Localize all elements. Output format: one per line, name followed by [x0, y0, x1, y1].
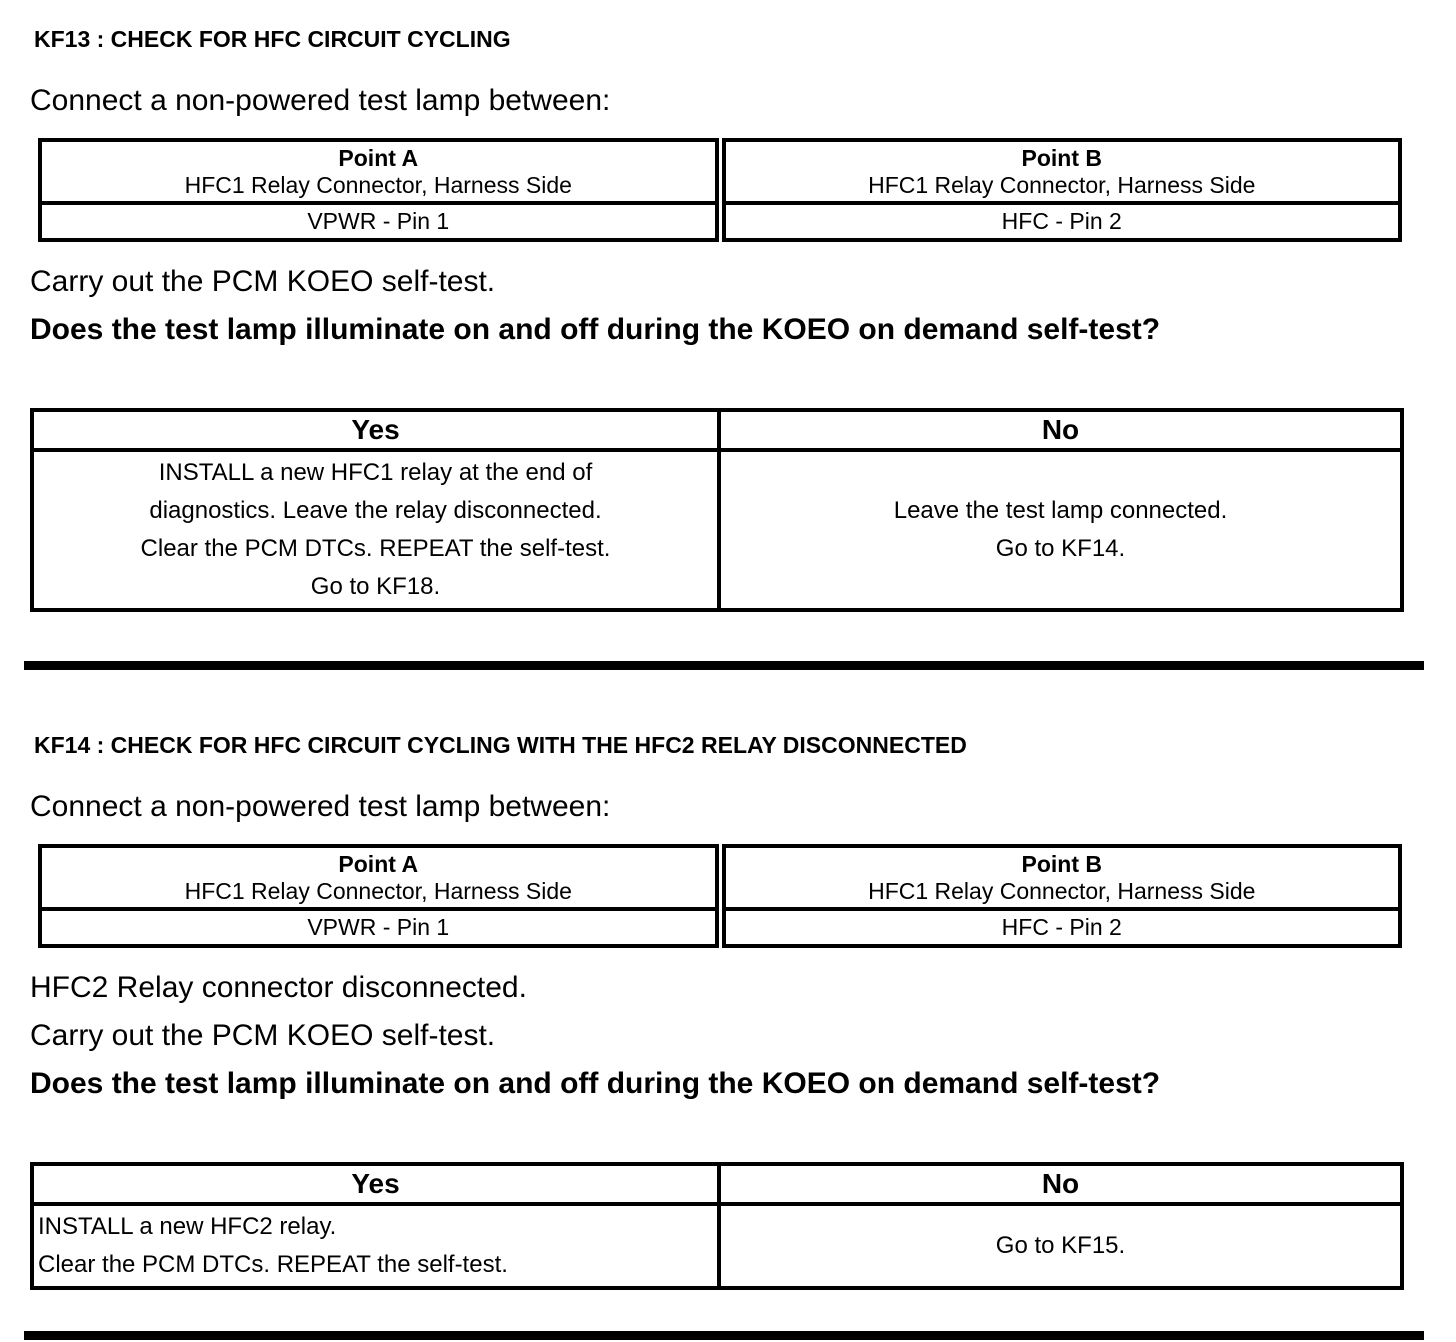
section-kf13 — [30, 28, 1430, 612]
point-a-title: Point A — [338, 851, 419, 877]
yes-action-cell — [34, 452, 717, 608]
question-text: Does the test lamp illuminate on and off during the KOEO on demand self-test? — [30, 1067, 1161, 1100]
point-b-title: Point B — [1021, 145, 1102, 171]
section-kf14 — [30, 734, 1430, 1290]
point-a-subtitle: HFC1 Relay Connector, Harness Side — [184, 878, 572, 904]
decision-table — [30, 1162, 1404, 1290]
point-b-subtitle: HFC1 Relay Connector, Harness Side — [868, 172, 1256, 198]
point-a-header — [42, 848, 715, 911]
point-b-column — [722, 844, 1403, 948]
decision-table — [30, 408, 1404, 612]
point-b-title: Point B — [1021, 851, 1102, 877]
yes-action-line: INSTALL a new HFC1 relay at the end of — [158, 459, 593, 486]
yes-header: Yes — [34, 412, 717, 452]
point-a-value: VPWR - Pin 1 — [307, 208, 450, 234]
section-heading-kf13: KF13 : CHECK FOR HFC CIRCUIT CYCLING — [34, 26, 511, 52]
point-b-header — [726, 142, 1399, 205]
step-text: Carry out the PCM KOEO self-test. — [30, 265, 496, 298]
no-action-line: Go to KF15. — [995, 1232, 1126, 1259]
point-a-subtitle: HFC1 Relay Connector, Harness Side — [184, 172, 572, 198]
no-action-line: Leave the test lamp connected. — [893, 497, 1228, 524]
yes-action-line: Clear the PCM DTCs. REPEAT the self-test. — [140, 535, 611, 562]
point-b-value: HFC - Pin 2 — [1001, 208, 1122, 234]
yes-action-line: INSTALL a new HFC2 relay. — [38, 1213, 337, 1240]
spacer — [30, 670, 1430, 734]
point-a-column — [38, 844, 719, 948]
point-b-column — [722, 138, 1403, 242]
section-divider — [24, 661, 1424, 670]
yes-header: Yes — [34, 1166, 717, 1206]
intro-text: Connect a non-powered test lamp between: — [30, 790, 611, 823]
point-b-subtitle: HFC1 Relay Connector, Harness Side — [868, 878, 1256, 904]
no-header: No — [717, 1166, 1400, 1206]
no-header: No — [717, 412, 1400, 452]
point-a-header — [42, 142, 715, 205]
point-b-header — [726, 848, 1399, 911]
section-divider — [24, 1331, 1424, 1340]
points-table — [38, 138, 1402, 242]
point-b-value: HFC - Pin 2 — [1001, 914, 1122, 940]
yes-action-cell — [34, 1206, 717, 1286]
points-table — [38, 844, 1402, 948]
intro-text: Connect a non-powered test lamp between: — [30, 84, 611, 117]
section-heading-kf14: KF14 : CHECK FOR HFC CIRCUIT CYCLING WITH THE HFC2 RELAY DISCONNECTED — [34, 732, 967, 758]
no-action-cell — [717, 452, 1400, 608]
point-a-value: VPWR - Pin 1 — [307, 914, 450, 940]
question-text: Does the test lamp illuminate on and off during the KOEO on demand self-test? — [30, 313, 1161, 346]
no-action-cell — [717, 1206, 1400, 1286]
point-a-column — [38, 138, 719, 242]
yes-action-line: Go to KF18. — [310, 573, 441, 600]
yes-action-line: Clear the PCM DTCs. REPEAT the self-test. — [38, 1251, 508, 1278]
yes-action-line: diagnostics. Leave the relay disconnected. — [149, 497, 602, 524]
point-a-title: Point A — [338, 145, 419, 171]
step-text: HFC2 Relay connector disconnected. — [30, 971, 527, 1004]
no-action-line: Go to KF14. — [995, 535, 1126, 562]
step-text: Carry out the PCM KOEO self-test. — [30, 1019, 496, 1052]
